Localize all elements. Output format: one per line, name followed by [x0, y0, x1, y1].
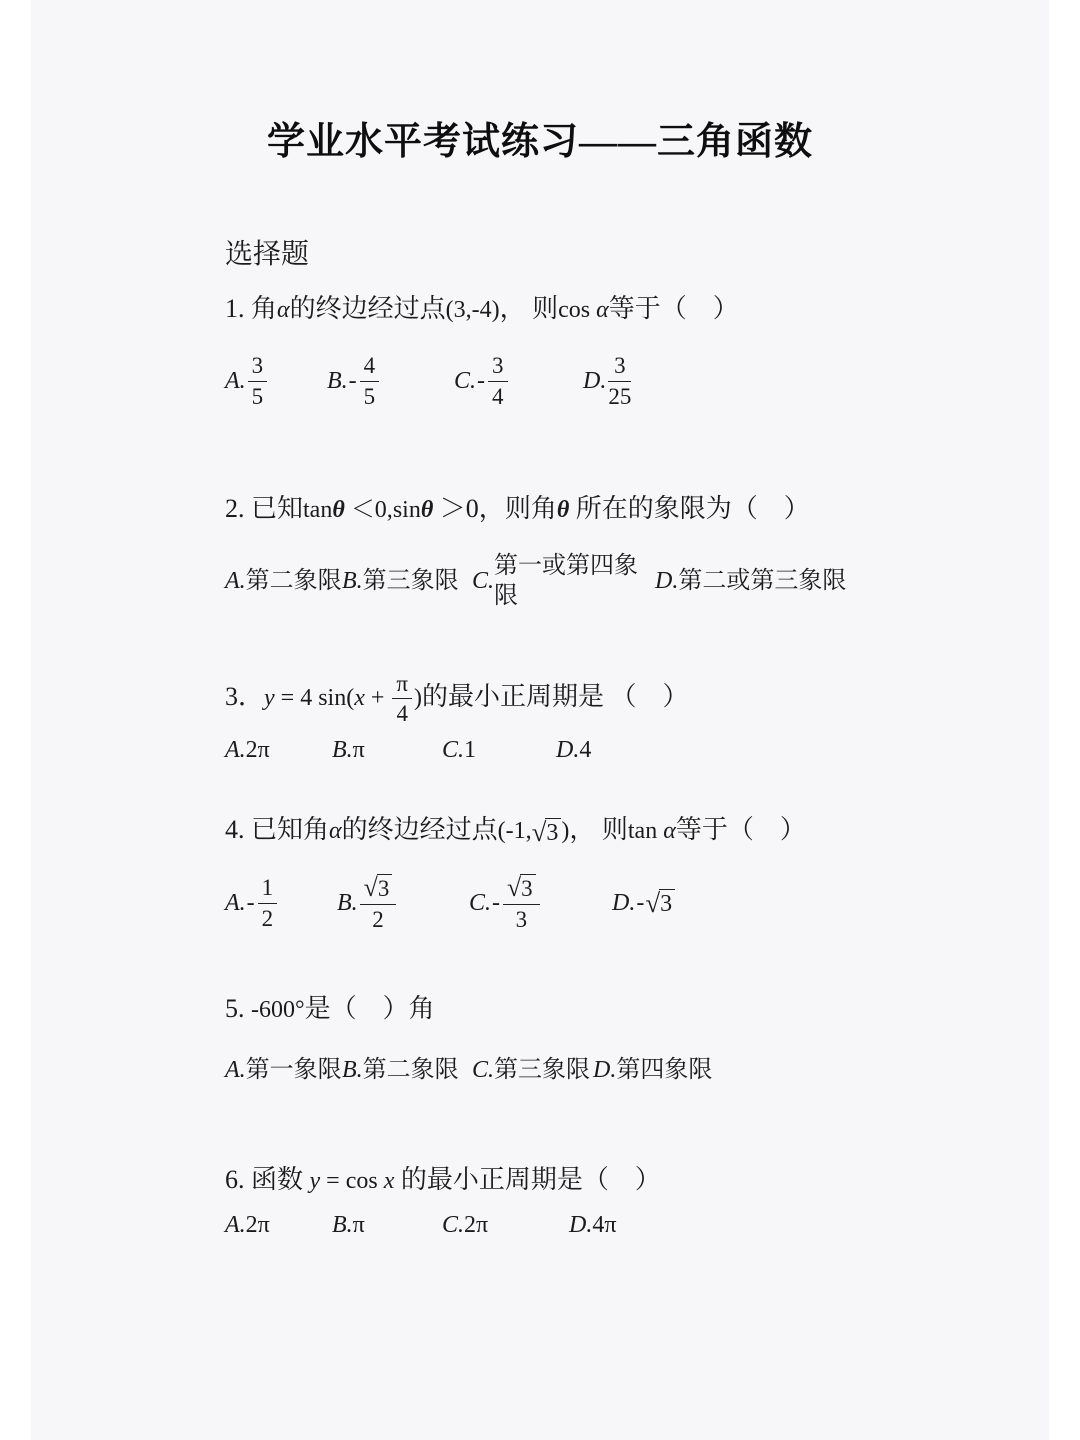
stem-text: 是（ ）角: [304, 994, 435, 1023]
fraction: [392, 671, 412, 728]
stem-function: tan: [627, 818, 664, 844]
option-text: 第四象限: [616, 1057, 713, 1083]
stem-function: tan: [303, 496, 333, 523]
question-4-options: [225, 872, 1005, 934]
section-heading: 选择题: [225, 239, 310, 270]
option-label: D.: [583, 368, 607, 395]
option-b: [342, 566, 472, 596]
fraction: [258, 875, 278, 932]
option-label: B.: [332, 1212, 353, 1238]
minus-sign: -: [477, 368, 486, 395]
fraction-denominator: 5: [363, 383, 376, 409]
option-c: [442, 1210, 569, 1240]
stem-text: 等于（ ）: [675, 815, 806, 844]
option-c: [454, 353, 583, 410]
stem-text: 的终边经过点: [341, 815, 498, 844]
option-text: π: [352, 737, 365, 763]
option-label: A.: [225, 368, 246, 395]
question-3-options: [225, 735, 1005, 765]
stem-variable: θ: [420, 496, 434, 523]
option-a: [225, 566, 342, 596]
option-text: 第二象限: [362, 1057, 459, 1083]
stem-text: 5.: [225, 994, 251, 1023]
stem-math: (3,-4): [445, 297, 500, 323]
fraction: [360, 873, 397, 932]
stem-text: 4. 已知角: [225, 815, 330, 844]
fraction-numerator: [503, 873, 540, 905]
fraction-numerator: 3: [488, 353, 508, 382]
option-label: D.: [593, 1057, 617, 1083]
stem-variable: x: [383, 1168, 395, 1194]
document-content: [225, 238, 1005, 1240]
option-text: 第二或第三象限: [678, 567, 847, 594]
stem-text: 1. 角: [225, 294, 278, 323]
option-label: A.: [225, 890, 246, 916]
option-b: [337, 873, 469, 932]
fraction-numerator: 1: [258, 875, 278, 904]
question-1-stem: [225, 292, 1005, 327]
stem-text: 的最小正周期是 （ ）: [422, 681, 689, 711]
option-c: [472, 1055, 593, 1085]
option-text: 4: [579, 737, 592, 763]
document-page: [31, 0, 1049, 1440]
option-text: 第三象限: [494, 1057, 591, 1083]
stem-text: 的最小正周期是（ ）: [394, 1165, 661, 1194]
fraction-denominator: 2: [372, 906, 384, 932]
minus-sign: -: [636, 890, 645, 916]
stem-variable: α: [596, 297, 609, 323]
stem-function: sin: [392, 496, 421, 523]
square-root: [364, 874, 393, 902]
minus-sign: -: [348, 368, 357, 395]
stem-text: 则角: [504, 493, 557, 523]
stem-variable: y: [264, 684, 275, 711]
stem-math: +: [364, 684, 391, 711]
fraction: [488, 353, 508, 410]
stem-variable: θ: [332, 496, 345, 523]
minus-sign: -: [492, 890, 501, 916]
sqrt-symbol: √: [507, 873, 522, 903]
fraction: [360, 353, 380, 410]
stem-variable: α: [329, 818, 342, 844]
fraction-denominator: 4: [492, 383, 504, 409]
option-label: A.: [225, 1212, 246, 1238]
square-root: [532, 818, 562, 847]
fraction-denominator: 2: [261, 905, 274, 931]
square-root: [507, 874, 536, 902]
stem-text: ， 则: [569, 815, 628, 844]
option-label: C.: [469, 890, 492, 916]
question-2-options: [225, 551, 1005, 611]
option-label: B.: [342, 567, 363, 594]
option-a: [225, 875, 337, 932]
stem-text: 6. 函数: [225, 1165, 310, 1194]
question-5-options: [225, 1055, 1005, 1085]
stem-text: ， 则: [499, 294, 559, 323]
option-label: D.: [569, 1212, 593, 1238]
stem-text: 的终边经过点: [289, 294, 446, 323]
question-4-stem: [225, 813, 1005, 848]
stem-text: 等于（ ）: [608, 294, 739, 323]
option-d: [569, 1210, 616, 1240]
stem-math: ): [561, 818, 570, 844]
option-label: C.: [442, 737, 465, 763]
fraction-numerator: [360, 873, 397, 905]
option-b: [327, 353, 454, 410]
question-6-stem: [225, 1163, 1005, 1198]
option-text: 4π: [592, 1212, 617, 1238]
stem-text: 3．: [225, 681, 265, 711]
stem-text: 2. 已知: [225, 493, 304, 523]
stem-variable: α: [277, 297, 290, 323]
stem-math: ＞0，: [433, 493, 505, 523]
option-text: 2π: [464, 1212, 489, 1238]
option-text: 2π: [245, 1212, 270, 1238]
option-a: [225, 735, 332, 765]
option-text: 第三象限: [362, 567, 459, 594]
stem-variable: α: [663, 818, 676, 844]
option-label: A.: [225, 737, 246, 763]
option-text: 第一或第四象限: [494, 552, 639, 609]
option-label: C.: [454, 368, 477, 395]
option-d: [583, 353, 633, 410]
option-b: [342, 1055, 472, 1085]
option-label: C.: [472, 567, 495, 594]
stem-math: ＜0,: [344, 496, 393, 523]
option-d: [612, 888, 675, 918]
stem-math: = 4 sin(: [274, 684, 355, 711]
fraction-numerator: 4: [360, 353, 380, 382]
fraction-numerator: 3: [608, 353, 631, 382]
fraction-denominator: 3: [515, 906, 528, 932]
question-2-stem: [225, 492, 1005, 527]
square-root: [645, 889, 675, 918]
sqrt-radicand: 3: [520, 874, 536, 902]
stem-math: -600°: [251, 997, 305, 1023]
option-label: A.: [225, 1057, 246, 1083]
question-6-options: [225, 1210, 1005, 1240]
fraction: [608, 353, 631, 410]
question-5-stem: [225, 992, 1005, 1027]
option-label: D.: [655, 567, 679, 594]
option-d: [556, 735, 591, 765]
option-label: B.: [332, 737, 353, 763]
option-label: B.: [327, 368, 348, 395]
option-c: [442, 735, 556, 765]
fraction: [503, 873, 540, 932]
option-a: [225, 353, 327, 410]
option-a: [225, 1055, 342, 1085]
fraction: [248, 353, 268, 410]
option-label: D.: [556, 737, 580, 763]
fraction-numerator: 3: [248, 353, 268, 382]
sqrt-radicand: 3: [377, 874, 393, 902]
option-text: π: [352, 1212, 365, 1238]
option-text: 2π: [245, 737, 270, 763]
question-1-options: [225, 353, 1005, 410]
fraction-denominator: 5: [251, 383, 264, 409]
option-label: D.: [612, 890, 636, 916]
option-c: [469, 873, 612, 932]
option-c: [472, 551, 655, 611]
option-b: [332, 1210, 442, 1240]
stem-math: (-1,: [497, 818, 532, 844]
option-a: [225, 1210, 332, 1240]
sqrt-symbol: √: [645, 887, 661, 918]
sqrt-radicand: 3: [545, 818, 561, 847]
sqrt-radicand: 3: [659, 889, 675, 918]
stem-math: ): [414, 684, 423, 711]
fraction-denominator: 25: [608, 383, 632, 409]
page-title: 学业水平考试练习——三角函数: [266, 121, 813, 163]
minus-sign: -: [246, 890, 255, 916]
fraction-numerator: π: [392, 671, 412, 700]
stem-function: cos: [558, 297, 597, 323]
option-label: B.: [337, 890, 358, 916]
stem-variable: x: [354, 684, 365, 711]
option-b: [332, 735, 442, 765]
option-label: A.: [225, 567, 246, 594]
option-label: C.: [442, 1212, 465, 1238]
stem-variable: y: [309, 1168, 321, 1194]
stem-variable: θ: [556, 496, 570, 523]
option-label: B.: [342, 1057, 363, 1083]
stem-text: 所在的象限为（ ）: [569, 493, 810, 523]
option-label: C.: [472, 1057, 495, 1083]
option-text: 第一象限: [245, 1057, 342, 1083]
option-d: [593, 1055, 712, 1085]
question-3-stem: [225, 671, 1005, 728]
fraction-denominator: 4: [396, 701, 408, 727]
option-text: 第二象限: [245, 567, 342, 594]
option-d: [655, 566, 846, 596]
sqrt-symbol: √: [363, 873, 378, 903]
option-text: 1: [464, 737, 477, 763]
stem-math: = cos: [320, 1168, 384, 1194]
sqrt-symbol: √: [531, 816, 547, 847]
